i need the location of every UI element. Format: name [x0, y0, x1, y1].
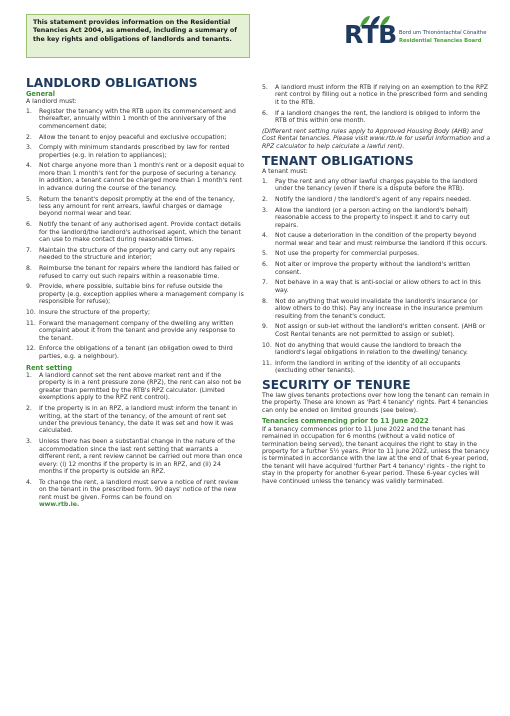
item-text: Enforce the obligations of a tenant (an obligation owed to third parties, e.g. a neighbour). — [39, 345, 233, 360]
item-number: 5. — [262, 250, 268, 258]
item-text: Maintain the structure of the property and carry out any repairs needed to the structure and interior; — [39, 246, 236, 262]
list-item — [262, 250, 492, 257]
item-text: Reimburse the tenant for repairs where the landlord has failed or refused to carry out such repairs within a reasonable time. — [39, 265, 240, 280]
item-text: Not assign or sub-let without the landlord's written consent. (AHB or Cost Rental tenants are not permitted to assign or sublet). — [275, 323, 486, 338]
list-item — [262, 360, 492, 375]
item-number: 1. — [262, 177, 268, 185]
item-number: 7. — [262, 279, 268, 287]
tenant-heading: TENANT OBLIGATIONS — [262, 154, 414, 169]
item-text: To change the rent, a landlord must serve a notice of rent review on the tenant in the prescribed form. 90 days' notice of the new rent must be given. Forms can be found on — [39, 478, 239, 501]
item-number: 3. — [26, 438, 32, 446]
item-text: Notify the landlord / the landlord's agent of any repairs needed. — [275, 195, 472, 203]
item-number: 2. — [26, 405, 32, 413]
item-number: 3. — [262, 206, 268, 214]
rent-setting-list-continued — [262, 84, 492, 125]
item-text: Not charge anyone more than 1 month's rent or a deposit equal to more than 1 month's rent for the purpose of securing a tenancy. In addition, a tenant cannot be charged more than 1 month's rent in advance during the course of the tenancy. — [39, 162, 244, 192]
item-text: Provide, where possible, suitable bins for refuse outside the property (e.g. exception applies where a management company is responsible for refuse); — [39, 283, 244, 306]
list-item — [26, 283, 244, 305]
item-text: Not do anything that would invalidate the landlord's insurance (or allow others to do this). Pay any increase in the insurance premium resulting from the tenant's conduct. — [275, 297, 483, 320]
list-item — [26, 405, 244, 435]
item-text: Not behave in a way that is anti-social or allow others to act in this way. — [275, 279, 481, 294]
item-text: Not use the property for commercial purposes. — [275, 250, 420, 258]
list-item — [262, 196, 492, 203]
item-number: 3. — [26, 144, 32, 152]
item-number: 6. — [26, 221, 32, 229]
item-number: 4. — [26, 162, 32, 170]
tenancies-text: If a tenancy commences prior to 11 June 2022 and the tenant has remained in occupation for 6 months (without a valid notice of termination being served), the tenant acquires the right to stay in the property for a further 5½ years. Prior to 11 June 2022, unless the tenancy is terminated in accordance with the law at the end of that 6-year period, the tenant will have acquired 'further Part 4 tenancy' rights - the right to stay in the property for another 6-year period. These 6-year cycles will have continued unless the tenancy was validly terminated. — [262, 425, 490, 485]
item-number: 8. — [262, 297, 268, 305]
item-text: Comply with minimum standards prescribed by law for rented properties (e.g. in relation to appliances); — [39, 144, 230, 159]
item-text: Pay the rent and any other lawful charges payable to the landlord under the tenancy (even if there is a dispute before the RTB). — [275, 177, 478, 193]
list-item — [26, 479, 244, 509]
item-number: 10. — [262, 341, 272, 349]
item-number: 5. — [26, 195, 32, 203]
list-item — [262, 261, 492, 276]
item-text: Register the tenancy with the RTB upon its commencement and thereafter, annually within 1 month of the anniversary of the commencement date; — [39, 107, 236, 130]
left-column — [26, 76, 244, 512]
list-item — [262, 178, 492, 193]
rtb-logo — [344, 14, 494, 60]
list-item — [26, 221, 244, 243]
rent-setting-list — [26, 372, 244, 509]
list-item — [262, 298, 492, 320]
item-text: Not do anything that would cause the landlord to breach the landlord's legal obligations in relation to the dwelling/ tenancy. — [275, 341, 468, 356]
logo-mark: RTB — [344, 20, 397, 49]
item-text: If the property is in an RPZ, a landlord must inform the tenant in writing, at the start of the tenancy, of the amount of rent set under the previous tenancy, the date it was set and how it was calculated. — [39, 405, 238, 435]
list-item — [26, 134, 244, 141]
item-number: 1. — [26, 371, 32, 379]
item-number: 4. — [262, 232, 268, 240]
item-text: Forward the management company of the dwelling any written complaint about it from the tenant and provide any response to the tenant. — [39, 319, 236, 342]
item-text: If a landlord changes the rent, the landlord is obliged to inform the RTB of this within one month. — [275, 109, 481, 125]
list-item — [26, 196, 244, 218]
list-item — [26, 372, 244, 402]
general-subheading: General — [26, 90, 56, 98]
item-number: 1. — [26, 107, 32, 115]
item-text: Allow the landlord (or a person acting on the landlord's behalf) reasonable access to the property to inspect it and to carry out repairs. — [275, 206, 470, 229]
item-number: 4. — [26, 478, 32, 486]
item-text: A landlord cannot set the rent above market rent and if the property is in a rent pressure zone (RPZ), the rent can also not be greater than permitted by the RTB's RPZ calculator. (Limited exemptions apply to the RPZ rent control). — [39, 371, 242, 402]
item-number: 2. — [26, 133, 32, 141]
item-text: Notify the tenant of any authorised agent. Provide contact details for the landlord/the landlord's authorised agent, which the tenant can use to make contact during reasonable times. — [39, 221, 241, 244]
item-number: 9. — [262, 323, 268, 331]
list-item — [26, 247, 244, 262]
item-text: Allow the tenant to enjoy peaceful and exclusive occupation; — [39, 133, 227, 141]
rent-rules-note: (Different rent setting rules apply to Approved Housing Body (AHB) and Cost Rental tenancies. Please visit www.rtb.ie for useful information and a RPZ calculator to help calculate a lawful rent). — [262, 127, 491, 150]
item-number: 11. — [26, 319, 36, 327]
item-number: 6. — [262, 261, 268, 269]
rtb-website-link[interactable]: www.rtb.ie. — [39, 501, 80, 509]
item-number: 6. — [262, 109, 268, 117]
list-item — [262, 342, 492, 357]
list-item — [262, 84, 492, 106]
general-list — [26, 108, 244, 360]
item-text: A landlord must inform the RTB if relying on an exemption to the RPZ rent control by filling out a notice in the prescribed form and sending it to the RTB. — [275, 84, 488, 106]
list-item — [262, 110, 492, 125]
logo-english-name: Residential Tenancies Board — [399, 38, 482, 44]
security-heading: SECURITY OF TENURE — [262, 377, 411, 392]
list-item — [26, 345, 244, 360]
logo-irish-name: Bord um Thionóntachtaí Cónaithe — [399, 30, 487, 36]
item-number: 8. — [26, 265, 32, 273]
list-item — [26, 108, 244, 130]
rent-setting-subheading: Rent setting — [26, 363, 73, 372]
item-text: Inform the landlord in writing of the identity of all occupants (excluding other tenants). — [275, 359, 461, 375]
landlord-heading: LANDLORD OBLIGATIONS — [26, 76, 198, 90]
item-number: 9. — [26, 283, 32, 291]
list-item — [262, 279, 492, 294]
tenant-list — [262, 178, 492, 375]
item-number: 7. — [26, 246, 32, 254]
item-text: Unless there has been a substantial change in the nature of the accommodation since the last rent setting that warrants a different rent, a rent review cannot be carried out more than once every: (i) 12 months if the property is in an RPZ, and (ii) 24 months if the property is outside an RPZ. — [39, 438, 243, 475]
list-item — [262, 207, 492, 229]
tenancies-subheading: Tenancies commencing prior to 11 June 2022 — [262, 417, 429, 426]
general-intro: A landlord must: — [26, 98, 77, 106]
item-number: 10. — [26, 308, 36, 316]
item-number: 11. — [262, 359, 272, 367]
list-item — [26, 265, 244, 280]
item-number: 5. — [262, 84, 268, 91]
item-text: Not alter or improve the property without the landlord's written consent. — [275, 261, 471, 276]
item-number: 12. — [26, 345, 36, 353]
list-item — [26, 144, 244, 159]
right-column — [262, 84, 492, 485]
item-number: 2. — [262, 195, 268, 203]
item-text: Not cause a deterioration in the condition of the property beyond normal wear and tear and must reimburse the landlord if this occurs. — [275, 232, 488, 247]
list-item — [26, 162, 244, 192]
list-item — [26, 320, 244, 342]
tenant-intro: A tenant must: — [262, 168, 308, 176]
notice-box: This statement provides information on the Residential Tenancies Act 2004, as amended, including a summary of the key rights and obligations of landlords and tenants. — [26, 14, 250, 58]
list-item — [262, 232, 492, 247]
security-text: The law gives tenants protections over how long the tenant can remain in the property. These are known as 'Part 4 tenancy' rights. Part 4 tenancies can only be ended on limited grounds (see below). — [262, 391, 490, 414]
item-text: Insure the structure of the property; — [39, 308, 151, 316]
item-text: Return the tenant's deposit promptly at the end of the tenancy, less any amount for rent arrears, lawful charges or damage beyond normal wear and tear. — [39, 195, 235, 218]
list-item — [26, 309, 244, 316]
list-item — [262, 323, 492, 338]
list-item — [26, 438, 244, 475]
